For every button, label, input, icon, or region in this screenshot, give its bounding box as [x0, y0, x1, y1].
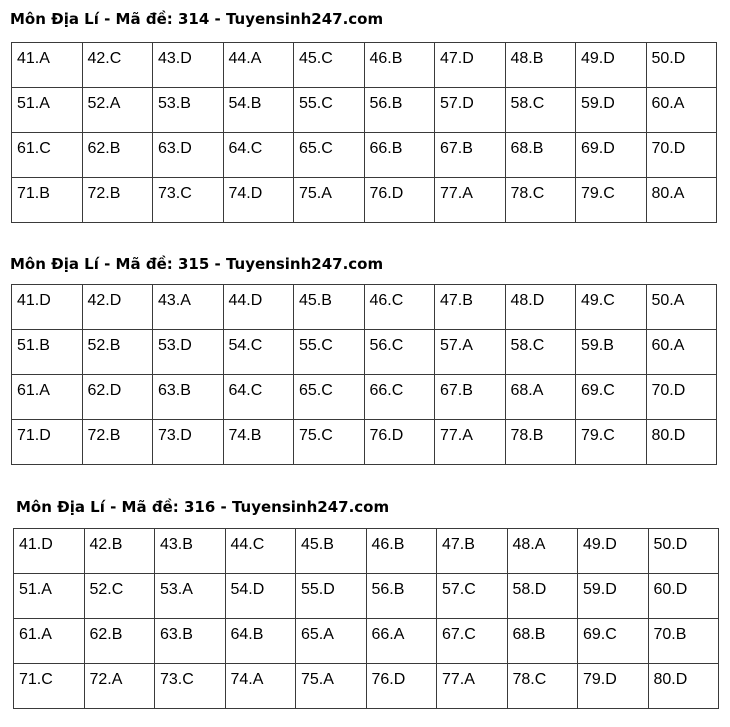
answer-cell [648, 529, 719, 574]
answer-text: 63.B [160, 626, 193, 643]
answer-text: 74.B [228, 427, 262, 444]
answer-text: 41.D [17, 292, 51, 309]
answer-cell [505, 285, 576, 330]
answer-cell [155, 664, 226, 709]
answer-cell [153, 420, 224, 465]
answer-cell [223, 178, 294, 223]
answer-text: 49.C [581, 292, 615, 309]
answer-cell [84, 574, 155, 619]
answer-text: 60.D [653, 581, 688, 598]
answer-text: 68.B [510, 140, 544, 157]
answer-text: 63.B [158, 382, 191, 399]
answer-text: 67.B [440, 382, 473, 399]
answer-cell [364, 88, 435, 133]
answer-text: 45.B [299, 292, 332, 309]
answer-text: 72.B [87, 185, 121, 202]
answer-text: 65.C [299, 382, 333, 399]
table-row [14, 664, 719, 709]
answer-text: 42.D [87, 292, 122, 309]
answer-text: 47.B [442, 536, 475, 553]
answer-text: 59.B [581, 337, 614, 354]
answer-cell [646, 178, 717, 223]
answer-cell [223, 88, 294, 133]
answer-text: 76.D [369, 185, 404, 202]
answer-cell [364, 285, 435, 330]
answer-text: 70.D [651, 140, 686, 157]
answer-text: 43.B [160, 536, 193, 553]
answer-text: 80.D [651, 427, 686, 444]
answer-cell [435, 285, 506, 330]
answer-text: 57.D [440, 95, 474, 112]
answer-text: 61.A [19, 626, 52, 643]
answer-text: 63.D [158, 140, 192, 157]
answer-cell [82, 133, 153, 178]
answer-text: 75.A [299, 185, 332, 202]
answer-text: 67.C [442, 626, 476, 643]
answer-text: 51.A [19, 581, 52, 598]
answer-cell [364, 43, 435, 88]
answer-text: 76.D [369, 427, 404, 444]
answer-cell [576, 43, 647, 88]
answer-text: 65.A [301, 626, 334, 643]
answer-cell [437, 664, 508, 709]
answer-text: 53.A [160, 581, 193, 598]
answer-cell [14, 664, 85, 709]
answer-text: 47.B [440, 292, 473, 309]
answer-text: 54.C [228, 337, 263, 354]
answer-cell [578, 619, 649, 664]
answer-text: 42.B [89, 536, 123, 553]
answer-text: 56.B [369, 95, 403, 112]
answer-cell [153, 43, 224, 88]
answer-text: 52.A [87, 95, 121, 112]
answer-cell [294, 178, 365, 223]
answer-cell [14, 529, 85, 574]
table-row [12, 133, 717, 178]
answer-cell [364, 420, 435, 465]
answer-text: 62.D [87, 382, 122, 399]
answer-cell [435, 375, 506, 420]
answer-cell [435, 420, 506, 465]
answer-text: 72.A [89, 671, 123, 688]
answer-cell [12, 178, 83, 223]
table-row [12, 43, 717, 88]
answer-cell [82, 178, 153, 223]
answer-cell [507, 529, 578, 574]
answer-cell [646, 330, 717, 375]
answer-text: 45.B [301, 536, 334, 553]
answer-text: 55.D [301, 581, 335, 598]
answer-text: 44.D [228, 292, 263, 309]
answer-cell [366, 664, 437, 709]
answer-cell [646, 88, 717, 133]
answer-text: 42.C [87, 50, 122, 67]
answer-text: 60.A [651, 95, 685, 112]
answer-cell [12, 420, 83, 465]
answer-cell [648, 619, 719, 664]
answer-cell [437, 619, 508, 664]
answer-cell [576, 420, 647, 465]
answer-cell [366, 619, 437, 664]
answer-text: 41.D [19, 536, 53, 553]
answer-text: 79.C [581, 427, 615, 444]
answer-text: 53.D [158, 337, 192, 354]
table-row [12, 285, 717, 330]
answer-cell [84, 664, 155, 709]
table-row [12, 88, 717, 133]
answer-cell [82, 330, 153, 375]
answer-cell [437, 529, 508, 574]
section-title: Môn Địa Lí - Mã đề: 314 - Tuyensinh247.com [10, 10, 384, 28]
answer-text: 71.B [17, 185, 50, 202]
answer-text: 61.C [17, 140, 51, 157]
answer-text: 44.A [228, 50, 262, 67]
answer-cell [225, 619, 296, 664]
answer-cell [505, 330, 576, 375]
answer-table [11, 284, 717, 465]
answer-text: 67.B [440, 140, 473, 157]
answer-cell [576, 330, 647, 375]
answer-cell [576, 285, 647, 330]
answer-text: 78.C [510, 185, 545, 202]
answer-cell [82, 420, 153, 465]
answer-cell [505, 133, 576, 178]
answer-text: 57.A [440, 337, 473, 354]
answer-text: 76.D [371, 671, 406, 688]
answer-text: 52.C [89, 581, 124, 598]
table-row [12, 375, 717, 420]
answer-text: 59.D [581, 95, 615, 112]
answer-cell [505, 420, 576, 465]
answer-cell [296, 529, 367, 574]
answer-cell [576, 88, 647, 133]
answer-cell [294, 285, 365, 330]
table-row [12, 178, 717, 223]
answer-cell [294, 133, 365, 178]
answer-cell [646, 133, 717, 178]
answer-cell [505, 88, 576, 133]
section-title: Môn Địa Lí - Mã đề: 315 - Tuyensinh247.com [10, 255, 384, 273]
answer-cell [223, 330, 294, 375]
answer-text: 51.B [17, 337, 50, 354]
answer-cell [435, 330, 506, 375]
table-row [12, 330, 717, 375]
answer-text: 77.A [440, 185, 473, 202]
answer-cell [296, 574, 367, 619]
answer-text: 59.D [583, 581, 617, 598]
answer-text: 56.C [369, 337, 404, 354]
answer-text: 46.B [369, 50, 403, 67]
answer-text: 71.C [19, 671, 53, 688]
answer-cell [578, 664, 649, 709]
answer-text: 72.B [87, 427, 121, 444]
answer-cell [223, 420, 294, 465]
answer-cell [153, 133, 224, 178]
answer-cell [435, 88, 506, 133]
answer-text: 50.D [651, 50, 686, 67]
answer-cell [507, 619, 578, 664]
answer-cell [646, 285, 717, 330]
answer-text: 68.A [510, 382, 544, 399]
answer-cell [578, 529, 649, 574]
answer-text: 55.C [299, 337, 333, 354]
answer-cell [364, 133, 435, 178]
answer-cell [153, 88, 224, 133]
answer-text: 64.C [228, 382, 263, 399]
answer-cell [153, 285, 224, 330]
answer-cell [294, 88, 365, 133]
answer-text: 78.C [512, 671, 547, 688]
answer-cell [435, 133, 506, 178]
answer-cell [646, 43, 717, 88]
answer-text: 49.D [583, 536, 617, 553]
answer-cell [366, 529, 437, 574]
answer-cell [505, 178, 576, 223]
answer-cell [294, 375, 365, 420]
answer-text: 70.D [651, 382, 686, 399]
answer-cell [12, 88, 83, 133]
answer-cell [223, 43, 294, 88]
answer-text: 48.D [510, 292, 545, 309]
table-row [14, 619, 719, 664]
answer-cell [505, 43, 576, 88]
answer-text: 57.C [442, 581, 476, 598]
answer-text: 55.C [299, 95, 333, 112]
table-row [14, 574, 719, 619]
answer-cell [223, 285, 294, 330]
answer-table [11, 42, 717, 223]
answer-text: 74.D [228, 185, 263, 202]
answer-text: 44.C [230, 536, 265, 553]
answer-cell [648, 574, 719, 619]
answer-text: 56.B [371, 581, 405, 598]
answer-text: 41.A [17, 50, 50, 67]
answer-cell [82, 43, 153, 88]
answer-text: 51.A [17, 95, 50, 112]
answer-cell [223, 133, 294, 178]
answer-text: 64.B [230, 626, 264, 643]
answer-cell [12, 133, 83, 178]
answer-text: 68.B [512, 626, 546, 643]
answer-text: 74.A [230, 671, 264, 688]
answer-cell [153, 330, 224, 375]
answer-cell [648, 664, 719, 709]
answer-cell [576, 178, 647, 223]
answer-cell [294, 420, 365, 465]
answer-text: 52.B [87, 337, 121, 354]
answer-text: 62.B [87, 140, 121, 157]
answer-text: 54.B [228, 95, 262, 112]
answer-text: 66.A [371, 626, 405, 643]
answer-cell [578, 574, 649, 619]
answer-cell [364, 375, 435, 420]
answer-cell [14, 619, 85, 664]
answer-cell [155, 619, 226, 664]
answer-cell [153, 178, 224, 223]
answer-cell [646, 375, 717, 420]
answer-cell [576, 133, 647, 178]
answer-cell [505, 375, 576, 420]
answer-text: 66.C [369, 382, 404, 399]
answer-text: 70.B [653, 626, 687, 643]
answer-cell [12, 285, 83, 330]
answer-cell [14, 574, 85, 619]
answer-cell [82, 375, 153, 420]
answer-text: 46.C [369, 292, 404, 309]
answer-text: 53.B [158, 95, 191, 112]
answer-cell [294, 330, 365, 375]
answer-text: 58.C [510, 337, 545, 354]
answer-cell [155, 574, 226, 619]
answer-text: 58.D [512, 581, 547, 598]
answer-cell [296, 619, 367, 664]
answer-text: 73.C [160, 671, 194, 688]
answer-text: 62.B [89, 626, 123, 643]
answer-text: 60.A [651, 337, 685, 354]
answer-cell [646, 420, 717, 465]
table-row [14, 529, 719, 574]
answer-text: 48.A [512, 536, 546, 553]
answer-cell [507, 664, 578, 709]
answer-text: 64.C [228, 140, 263, 157]
answer-cell [507, 574, 578, 619]
answer-text: 54.D [230, 581, 265, 598]
answer-text: 50.D [653, 536, 688, 553]
answer-cell [294, 43, 365, 88]
answer-cell [364, 330, 435, 375]
answer-text: 79.C [581, 185, 615, 202]
answer-text: 80.D [653, 671, 688, 688]
section-title: Môn Địa Lí - Mã đề: 316 - Tuyensinh247.com [16, 498, 390, 516]
answer-cell [82, 88, 153, 133]
answer-text: 58.C [510, 95, 545, 112]
answer-cell [153, 375, 224, 420]
answer-table [13, 528, 719, 709]
answer-text: 78.B [510, 427, 544, 444]
answer-cell [12, 330, 83, 375]
answer-text: 43.A [158, 292, 191, 309]
answer-cell [364, 178, 435, 223]
answer-text: 80.A [651, 185, 685, 202]
answer-text: 73.C [158, 185, 192, 202]
answer-text: 49.D [581, 50, 615, 67]
answer-cell [435, 178, 506, 223]
answer-cell [435, 43, 506, 88]
answer-text: 45.C [299, 50, 333, 67]
answer-cell [84, 619, 155, 664]
answer-cell [225, 529, 296, 574]
answer-text: 46.B [371, 536, 405, 553]
answer-text: 65.C [299, 140, 333, 157]
answer-text: 79.D [583, 671, 617, 688]
answer-cell [84, 529, 155, 574]
answer-text: 66.B [369, 140, 403, 157]
answer-cell [437, 574, 508, 619]
answer-cell [12, 375, 83, 420]
answer-text: 77.A [442, 671, 475, 688]
answer-text: 77.A [440, 427, 473, 444]
answer-cell [366, 574, 437, 619]
answer-text: 75.A [301, 671, 334, 688]
answer-cell [225, 574, 296, 619]
answer-cell [296, 664, 367, 709]
answer-text: 71.D [17, 427, 51, 444]
answer-cell [155, 529, 226, 574]
answer-text: 47.D [440, 50, 474, 67]
answer-cell [223, 375, 294, 420]
answer-text: 69.C [581, 382, 615, 399]
answer-cell [82, 285, 153, 330]
answer-text: 48.B [510, 50, 544, 67]
answer-text: 69.D [581, 140, 615, 157]
answer-text: 50.A [651, 292, 685, 309]
answer-text: 43.D [158, 50, 192, 67]
answer-cell [225, 664, 296, 709]
answer-cell [576, 375, 647, 420]
answer-text: 73.D [158, 427, 192, 444]
table-row [12, 420, 717, 465]
answer-text: 69.C [583, 626, 617, 643]
answer-text: 61.A [17, 382, 50, 399]
answer-cell [12, 43, 83, 88]
answer-text: 75.C [299, 427, 333, 444]
